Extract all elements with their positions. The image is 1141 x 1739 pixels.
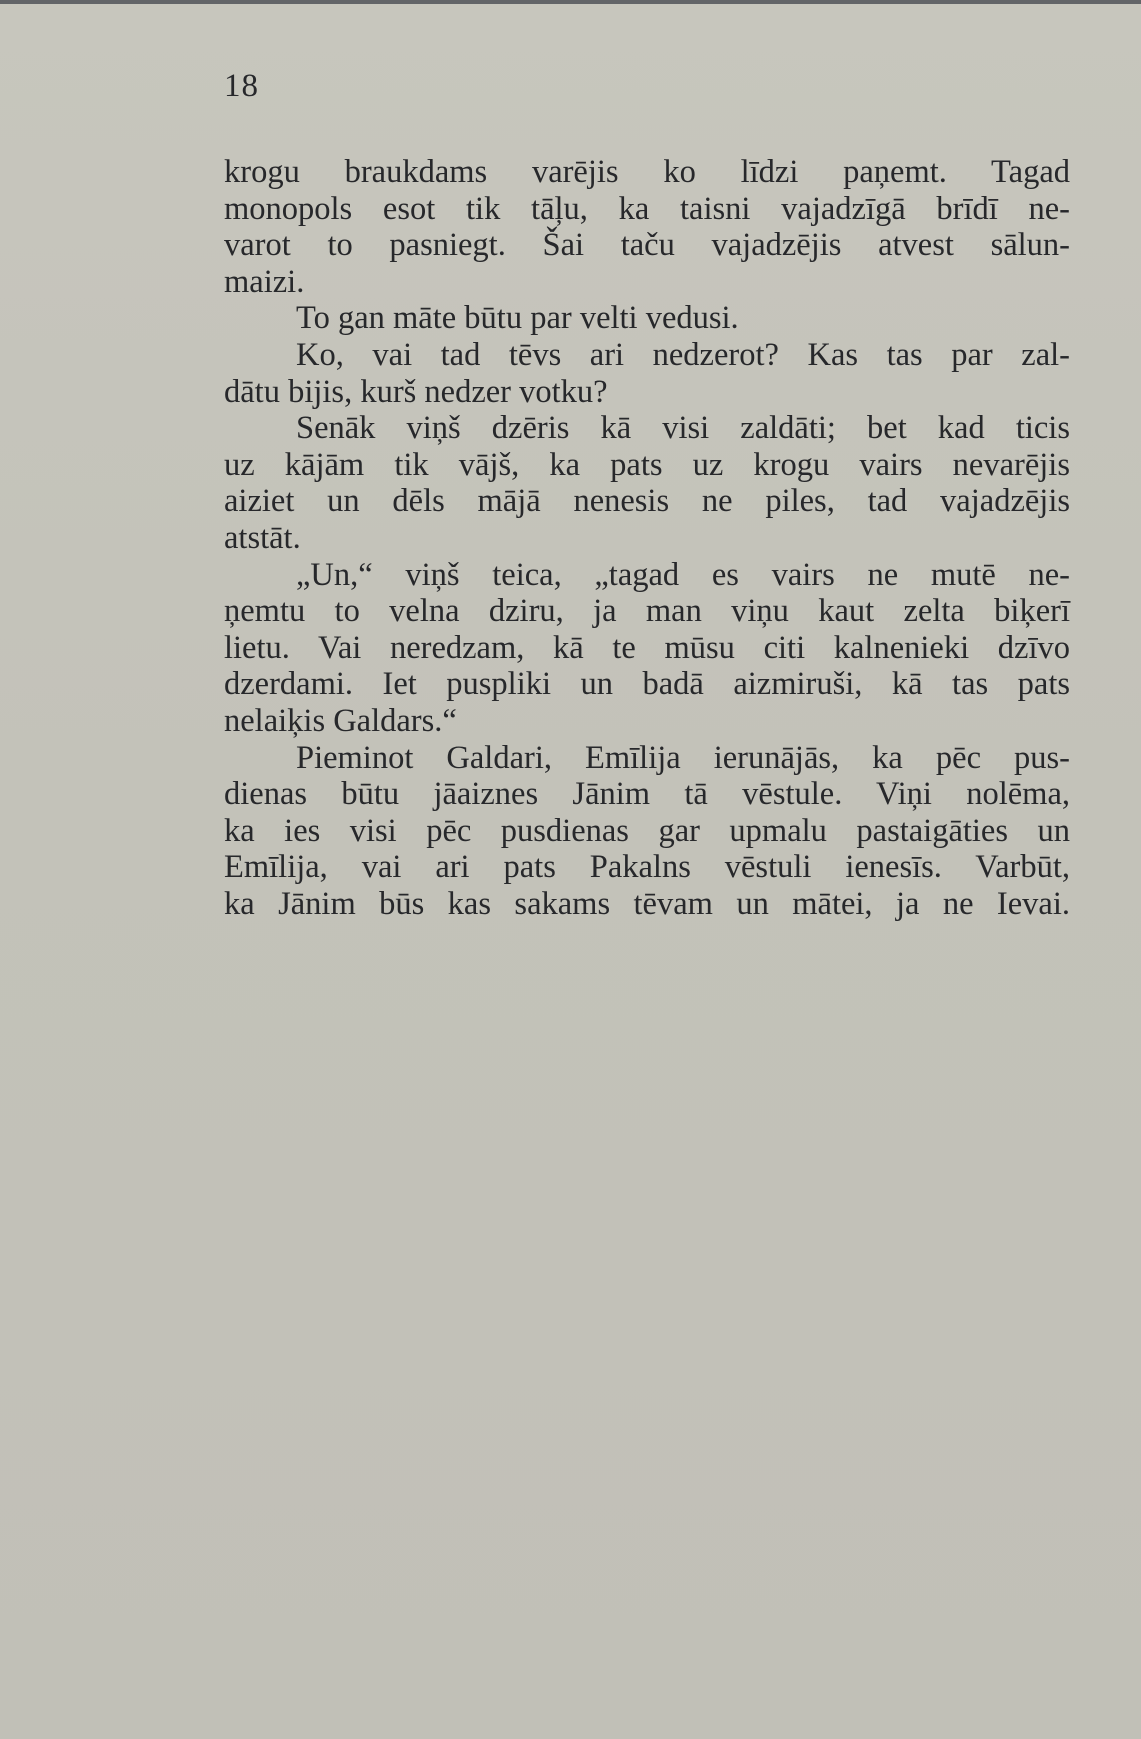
text-line: varot to pasniegt. Šai taču vajadzējis atvest sālun- (224, 227, 1070, 264)
text-line: monopols esot tik tāļu, ka taisni vajadzīgā brīdī ne- (224, 190, 1070, 227)
page-top-edge (0, 0, 1141, 4)
text-line: Pieminot Galdari, Emīlija ierunājās, ka pēc pus- (296, 739, 1070, 776)
text-line: dzerdami. Iet pusplikі un badā aizmiruši, kā tas pats (224, 666, 1070, 703)
text-line: maizi. (224, 263, 305, 300)
text-line: uz kājām tik vājš, ka pats uz krogu vairs nevarējis (224, 446, 1070, 483)
text-line: aiziet un dēls mājā nenesis ne piles, tad vajadzējis (224, 483, 1070, 520)
text-line: ņemtu to velna dziru, ja man viņu kaut zelta biķerī (224, 593, 1070, 630)
text-line: Ko, vai tad tēvs ari nedzerot? Kas tas par zal- (296, 336, 1070, 373)
text-line: ka ies visi pēc pusdienas gar upmalu pastaigāties un (224, 812, 1070, 849)
text-line: To gan māte būtu par velti vedusi. (296, 300, 739, 337)
text-line: krogu braukdams varējis ko līdzi paņemt. Tagad (224, 154, 1070, 190)
text-line: Senāk viņš dzēris kā visi zaldāti; bet kad ticis (296, 410, 1070, 447)
text-line: dātu bijis, kurš nedzer votku? (224, 373, 608, 410)
text-line: atstāt. (224, 519, 301, 556)
body-text (224, 154, 1070, 922)
text-line: Emīlija, vai ari pats Pakalns vēstuli ienesīs. Varbūt, (224, 849, 1070, 886)
text-line: „Un,“ viņš teica, „tagad es vairs ne mutē ne- (296, 556, 1070, 593)
page-number: 18 (224, 68, 259, 104)
text-line: lietu. Vai neredzam, kā te mūsu citi kalnenieki dzīvo (224, 629, 1070, 666)
text-line: dienas būtu jāaiznes Jānim tā vēstule. Viņi nolēma, (224, 776, 1070, 813)
text-line: nelaiķis Galdars.“ (224, 702, 457, 739)
text-line: ka Jānim būs kas sakams tēvam un mātei, ja ne Ievai. (224, 885, 1070, 922)
